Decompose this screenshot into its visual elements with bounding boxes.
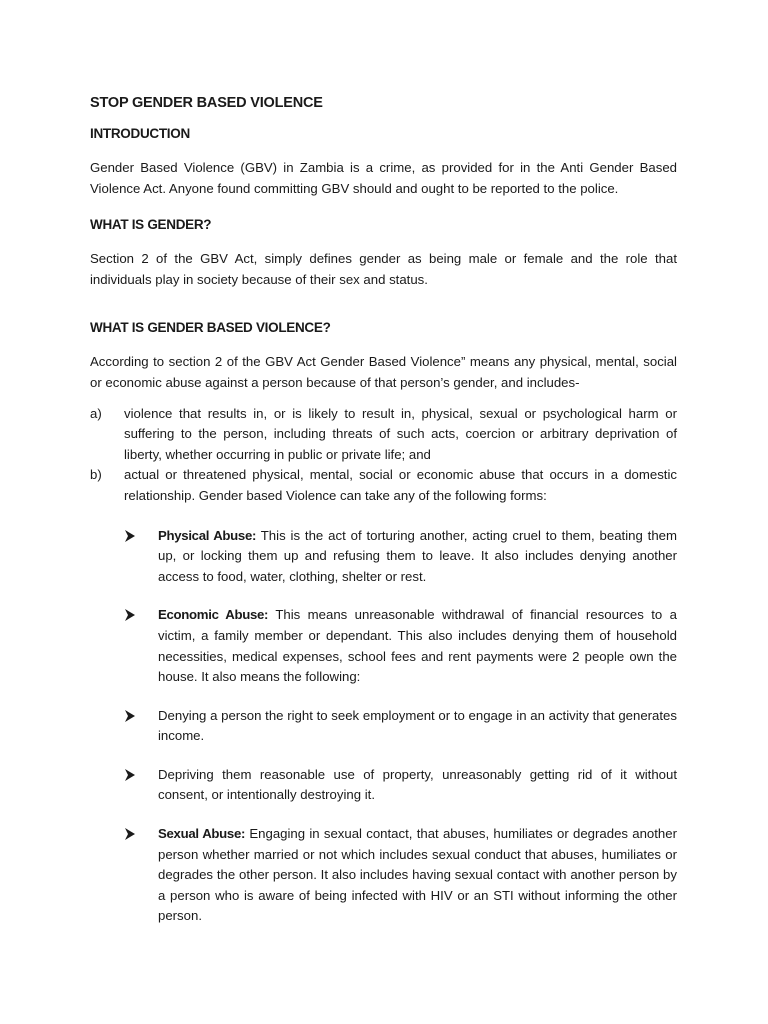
forms-list xyxy=(90,526,677,928)
list-item xyxy=(124,706,677,747)
what-is-gbv-paragraph: According to section 2 of the GBV Act Gender Based Violence” means any physical, mental, social or economic abuse against a person because of that person’s gender, and includes- xyxy=(90,354,677,390)
definition-list xyxy=(90,404,677,507)
arrow-bullet-icon xyxy=(124,828,136,840)
form-label-sexual-abuse: Sexual Abuse: xyxy=(158,826,246,842)
form-text: This is the act of torturing another, acting cruel to them, beating them up, or locking them up and refusing them to leave. It also includes denying another access to food, water, clothing, shelter or rest. xyxy=(158,527,677,584)
what-is-gender-paragraph: Section 2 of the GBV Act, simply defines gender as being male or female and the role that individuals play in society because of their sex and status. xyxy=(90,251,677,287)
arrow-bullet-icon xyxy=(124,530,136,542)
arrow-bullet-icon xyxy=(124,609,136,621)
form-label-economic-abuse: Economic Abuse: xyxy=(158,607,269,623)
list-marker: a) xyxy=(90,405,102,421)
list-item-text: violence that results in, or is likely to result in, physical, sexual or psychological harm or suffering to the person, including threats of such acts, coercion or arbitrary deprivation of liberty, whether occurring in public or private life; and xyxy=(124,405,677,462)
list-item xyxy=(124,605,677,687)
what-is-gender-heading: WHAT IS GENDER? xyxy=(90,217,212,233)
form-text: Depriving them reasonable use of property, unreasonably getting rid of it without consent, or intentionally destroying it. xyxy=(158,766,677,803)
document-title: STOP GENDER BASED VIOLENCE xyxy=(90,95,323,111)
arrow-bullet-icon xyxy=(124,710,136,722)
arrow-bullet-icon xyxy=(124,769,136,781)
form-text: Denying a person the right to seek employment or to engage in an activity that generates income. xyxy=(158,707,677,744)
what-is-gbv-heading: WHAT IS GENDER BASED VIOLENCE? xyxy=(90,320,331,336)
list-item xyxy=(90,465,677,506)
list-item xyxy=(124,526,677,588)
form-text: This means unreasonable withdrawal of financial resources to a victim, a family member or dependant. This also includes denying them of household necessities, medical expenses, school fees and rent payments were 2 people own the house. It also means the following: xyxy=(158,607,678,685)
list-item xyxy=(124,765,677,806)
form-label-physical-abuse: Physical Abuse: xyxy=(158,527,257,543)
form-text: Engaging in sexual contact, that abuses, humiliates or degrades another person whether married or not which includes sexual conduct that abuses, humiliates or degrades the other person. It also includes having sexual contact with another person by a person who is aware of being infected with HIV or an STI without informing the other person. xyxy=(158,826,677,924)
list-item xyxy=(124,824,677,927)
introduction-paragraph: Gender Based Violence (GBV) in Zambia is a crime, as provided for in the Anti Gender Based Violence Act. Anyone found committing GBV should and ought to be reported to the police. xyxy=(90,160,677,196)
list-item xyxy=(90,404,677,466)
list-marker: b) xyxy=(90,467,102,483)
list-item-text: actual or threatened physical, mental, social or economic abuse that occurs in a domestic relationship. Gender based Violence can take any of the following forms: xyxy=(124,467,677,503)
document-page xyxy=(90,92,677,927)
introduction-heading: INTRODUCTION xyxy=(90,126,190,141)
